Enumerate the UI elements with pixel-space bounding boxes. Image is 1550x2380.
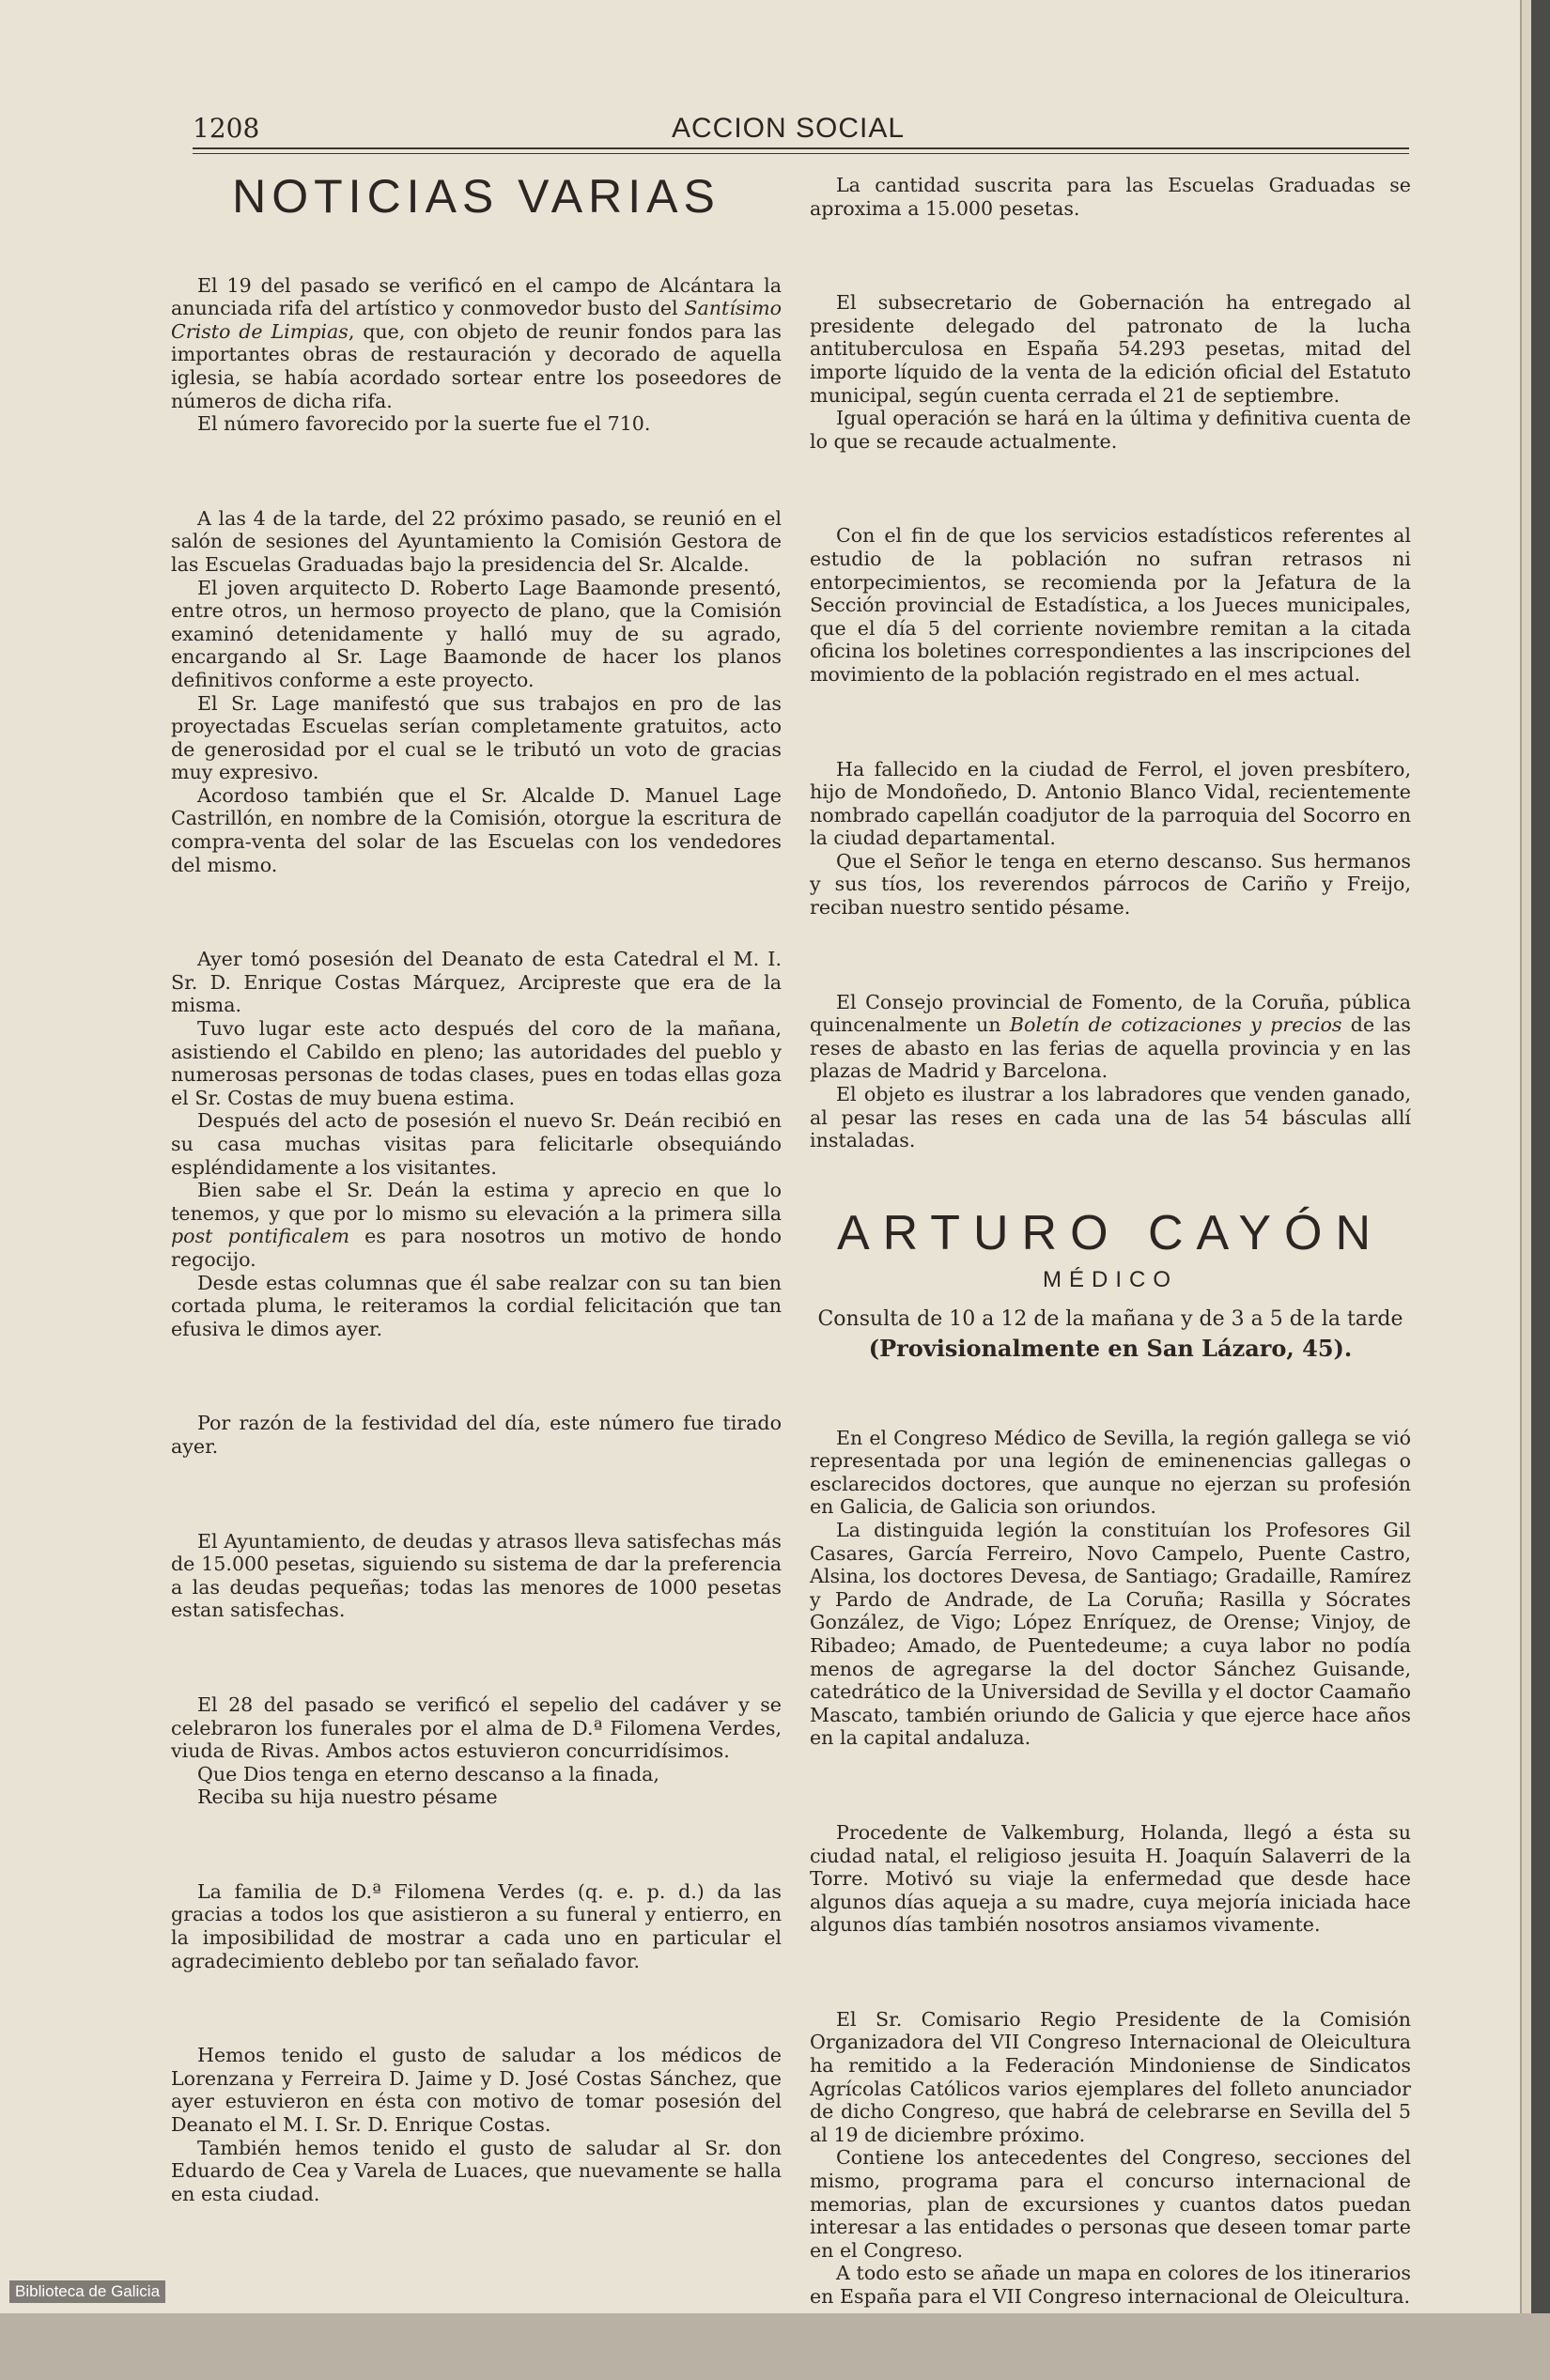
news-paragraph	[810, 524, 1411, 686]
paragraph-text: El Sr. Comisario Regio Presidente de la Comisión Organizadora del VII Congreso Internacional de Oleicultura ha remitido a la Federación Mindoniense de Sindicatos Agrícolas Católicos varios ejemplares del folleto anunciador de dicho Congreso, que habrá de celebrarse en Sevilla del 5 al 19 de diciembre próximo.	[810, 2007, 1411, 2146]
news-paragraph	[810, 1427, 1411, 1519]
news-paragraph	[810, 407, 1411, 453]
paragraph-text: A las 4 de la tarde, del 22 próximo pasado, se reunió en el salón de sesiones del Ayuntamiento la Comisión Gestora de las Escuelas Graduadas bajo la presidencia del Sr. Alcalde.	[171, 506, 782, 576]
paragraph-text: es para nosotros un motivo de hondo regocijo.	[171, 1225, 782, 1271]
news-item	[171, 1530, 782, 1622]
page-edge	[1520, 0, 1531, 2313]
right-column	[810, 174, 1411, 2380]
news-item	[810, 991, 1411, 1152]
paragraph-text: Bien sabe el Sr. Deán la estima y aprecio en que lo tenemos, y que por lo mismo su elevación a la primera silla	[171, 1179, 782, 1225]
paragraph-text: El Sr. Lage manifestó que sus trabajos en pro de las proyectadas Escuelas serían completamente gratuitos, acto de generosidad por el cual se le tributó un voto de gracias muy expresivo.	[171, 691, 782, 784]
header-rule	[193, 147, 1409, 149]
ad-doctor-name: ARTURO CAYÓN	[836, 1205, 1385, 1260]
news-item	[171, 1880, 782, 1972]
paragraph-text: Contiene los antecedentes del Congreso, secciones del mismo, programa para el concurso internacional de memorias, plan de excursiones y cuantos datos puedan interesar a las entidades o personas que deseen tomar parte en el Congreso.	[810, 2146, 1411, 2262]
news-item	[810, 758, 1411, 920]
news-paragraph	[171, 1763, 782, 1786]
section-title: NOTICIAS VARIAS	[232, 170, 721, 223]
paragraph-text: Después del acto de posesión el nuevo Sr. Deán recibió en su casa muchas visitas para felicitarle obsequiándo espléndidamente a los visitantes.	[171, 1109, 782, 1179]
news-paragraph	[171, 784, 782, 876]
news-paragraph	[810, 758, 1411, 850]
right-news-list-top	[810, 174, 1411, 1152]
paragraph-text: El Consejo provincial de Fomento, de la Coruña, pública quincenalmente un	[810, 990, 1411, 1037]
news-paragraph	[810, 174, 1411, 220]
paragraph-text: El subsecretario de Gobernación ha entregado al presidente delegado del patronato de la lucha antituberculosa en España 54.293 pesetas, mitad del importe líquido de la venta de la edición oficial del Estatuto municipal, según cuenta cerrada el 21 de septiembre.	[810, 291, 1411, 407]
news-paragraph	[171, 692, 782, 784]
news-item	[810, 1821, 1411, 1937]
paragraph-text: Que el Señor le tenga en eterno descanso. Sus hermanos y sus tíos, los reverendos párrocos de Cariño y Freijo, reciban nuestro sentido pésame.	[810, 849, 1411, 920]
paragraph-text: El 28 del pasado se verificó el sepelio del cadáver y se celebraron los funerales por el alma de D.ª Filomena Verdes, viuda de Rivas. Ambos actos estuvieron concurridísimos.	[171, 1692, 782, 1763]
news-paragraph	[171, 1530, 782, 1622]
right-news-list-bottom	[810, 1427, 1411, 2309]
news-paragraph	[810, 2262, 1411, 2308]
news-paragraph	[810, 291, 1411, 407]
paragraph-text: Tuvo lugar este acto después del coro de la mañana, asistiendo el Cabildo en pleno; las autoridades del pueblo y numerosas personas de todas clases, pues en todas ellas goza el Sr. Costas de muy buena estima.	[171, 1017, 782, 1109]
news-item	[171, 1693, 782, 1809]
paragraph-text: de las reses de abasto en las ferias de aquella provincia y en las plazas de Madrid y Barcelona.	[810, 1013, 1411, 1083]
news-paragraph	[171, 2044, 782, 2136]
news-item	[810, 291, 1411, 453]
news-paragraph	[171, 948, 782, 1017]
left-column	[171, 170, 782, 2277]
news-paragraph	[171, 577, 782, 692]
news-item	[171, 274, 782, 436]
paragraph-text: Procedente de Valkemburg, Holanda, llegó a ésta su ciudad natal, el religioso jesuita H. Joaquín Salaverri de la Torre. Motivó su viaje la enfermedad que desde hace algunos días aqueja a su madre, cuya mejoría iniciada hace algunos días también nosotros ansiamos vivamente.	[810, 1820, 1411, 1937]
news-paragraph	[171, 1109, 782, 1179]
library-watermark: Biblioteca de Galicia	[9, 2280, 165, 2303]
news-item	[810, 524, 1411, 686]
news-paragraph	[171, 2137, 782, 2206]
paragraph-text: A todo esto se añade un mapa en colores de los itinerarios en España para el VII Congreso internacional de Oleicultura.	[810, 2262, 1411, 2308]
paragraph-text: La cantidad suscrita para las Escuelas Graduadas se aproxima a 15.000 pesetas.	[810, 174, 1411, 220]
paragraph-text: La familia de D.ª Filomena Verdes (q. e. p. d.) da las gracias a todos los que asistieron a su funeral y entierro, en la imposibilidad de mostrar a cada uno en particular el agradecimiento deblebo por tan señalado favor.	[171, 1879, 782, 1972]
doctor-advertisement	[810, 1205, 1411, 1361]
news-paragraph	[810, 1083, 1411, 1152]
news-paragraph	[810, 850, 1411, 920]
news-paragraph	[810, 1821, 1411, 1937]
news-item	[810, 2008, 1411, 2309]
paragraph-text: Con el fin de que los servicios estadísticos referentes al estudio de la población no sufran retrasos ni entorpecimientos, se recomienda por la Jefatura de la Sección provincial de Estadística, a los Jueces municipales, que el día 5 del corriente noviembre remitan a la citada oficina los boletines correspondientes a las inscripciones del movimiento de la población registrado en el mes actual.	[810, 524, 1411, 686]
news-paragraph	[171, 274, 782, 413]
ad-consulting-hours: Consulta de 10 a 12 de la mañana y de 3 a 5 de la tarde	[817, 1307, 1403, 1332]
page-header	[193, 113, 1409, 150]
left-news-list	[171, 274, 782, 2206]
paragraph-text: La distinguida legión la constituían los Profesores Gil Casares, García Ferreiro, Novo Campelo, Puente Castro, Alsina, los doctores Devesa, de Santiago; Gradaille, Ramírez y Pardo de Andrade, de La Coruña; Rasilla y Sócrates González, de Vigo; López Enríquez, de Orense; Vinjoy, de Ribadeo; Amado, de Puentedeume; a cuya labor no podía menos de agregarse la del doctor Sánchez Guisande, catedrático de la Universidad de Sevilla y el doctor Caamaño Mascato, también oriundo de Galicia y que ejerce hace años en la capital andaluza.	[810, 1518, 1411, 1750]
news-item	[171, 1412, 782, 1458]
ad-address: (Provisionalmente en San Lázaro, 45).	[868, 1335, 1353, 1362]
news-paragraph	[171, 507, 782, 577]
news-paragraph	[171, 1179, 782, 1271]
news-item	[171, 2044, 782, 2205]
book-binding	[1531, 0, 1550, 2313]
news-paragraph	[810, 2146, 1411, 2262]
italic-title: Boletín de cotizaciones y precios	[1009, 1013, 1342, 1037]
journal-title: ACCION SOCIAL	[672, 113, 906, 144]
paragraph-text: Ayer tomó posesión del Deanato de esta Catedral el M. I. Sr. D. Enrique Costas Márquez, Arcipreste que era de la misma.	[171, 948, 782, 1017]
italic-title: post pontificalem	[171, 1225, 350, 1248]
paragraph-text: , que, con objeto de reunir fondos para las importantes obras de restauración y decorado de aquella iglesia, se había acordado sortear entre los poseedores de números de dicha rifa.	[171, 319, 782, 412]
paragraph-text: El objeto es ilustrar a los labradores que venden ganado, al pesar las reses en cada una de las 54 básculas allí instaladas.	[810, 1083, 1411, 1152]
news-paragraph	[171, 1412, 782, 1458]
news-paragraph	[810, 991, 1411, 1083]
header-rule-thin	[193, 153, 1409, 154]
news-paragraph	[171, 1785, 782, 1809]
news-paragraph	[171, 1880, 782, 1972]
news-item	[810, 174, 1411, 220]
news-paragraph	[810, 2008, 1411, 2147]
paragraph-text: Reciba su hija nuestro pésame	[197, 1785, 498, 1809]
news-paragraph	[810, 1519, 1411, 1750]
news-item	[171, 507, 782, 877]
ad-doctor-role: MÉDICO	[1043, 1266, 1178, 1292]
news-paragraph	[171, 1272, 782, 1341]
paragraph-text: En el Congreso Médico de Sevilla, la región gallega se vió representada por una legión de eminenencias gallegas o esclarecidos doctores, que aunque no ejerzan su profesión en Galicia, de Galicia son oriundos.	[810, 1426, 1411, 1519]
paragraph-text: Desde estas columnas que él sabe realzar con su tan bien cortada pluma, le reiteramos la cordial felicitación que tan efusiva le dimos ayer.	[171, 1271, 782, 1340]
paragraph-text: El 19 del pasado se verificó en el campo de Alcántara la anunciada rifa del artístico y conmovedor busto del	[171, 273, 782, 320]
paragraph-text: Ha fallecido en la ciudad de Ferrol, el joven presbítero, hijo de Mondoñedo, D. Antonio Blanco Vidal, recientemente nombrado capellán coadjutor de la parroquia del Socorro en la ciudad departamental.	[810, 757, 1411, 850]
paragraph-text: El joven arquitecto D. Roberto Lage Baamonde presentó, entre otros, un hermoso proyecto de plano, que la Comisión examinó detenidamente y halló muy de su agrado, encargando al Sr. Lage Baamonde de hacer los planos definitivos conforme a este proyecto.	[171, 576, 782, 691]
paragraph-text: Igual operación se hará en la última y definitiva cuenta de lo que se recaude actualmente.	[810, 407, 1411, 453]
paragraph-text: Acordoso también que el Sr. Alcalde D. Manuel Lage Castrillón, en nombre de la Comisión, otorgue la escritura de compra-venta del solar de las Escuelas con los vendedores del mismo.	[171, 783, 782, 876]
paragraph-text: También hemos tenido el gusto de saludar al Sr. don Eduardo de Cea y Varela de Luaces, que nuevamente se halla en esta ciudad.	[171, 2136, 782, 2205]
page-number: 1208	[193, 113, 260, 144]
news-paragraph	[171, 412, 782, 436]
news-paragraph	[171, 1017, 782, 1109]
news-item	[810, 1427, 1411, 1750]
paragraph-text: Hemos tenido el gusto de saludar a los médicos de Lorenzana y Ferreira D. Jaime y D. José Costas Sánchez, que ayer estuvieron en ésta con motivo de tomar posesión del Deanato el M. I. Sr. D. Enrique Costas.	[171, 2044, 782, 2137]
italic-title: Santísimo Cristo de Limpias	[171, 297, 782, 343]
news-item	[171, 948, 782, 1340]
news-paragraph	[171, 1693, 782, 1763]
paragraph-text: El número favorecido por la suerte fue el 710.	[197, 412, 651, 436]
paragraph-text: Por razón de la festividad del día, este número fue tirado ayer.	[171, 1412, 782, 1458]
paragraph-text: Que Dios tenga en eterno descanso a la finada,	[197, 1762, 659, 1785]
paragraph-text: El Ayuntamiento, de deudas y atrasos lleva satisfechas más de 15.000 pesetas, siguiendo su sistema de dar la preferencia a las deudas pequeñas; todas las menores de 1000 pesetas estan satisfechas.	[171, 1529, 782, 1622]
